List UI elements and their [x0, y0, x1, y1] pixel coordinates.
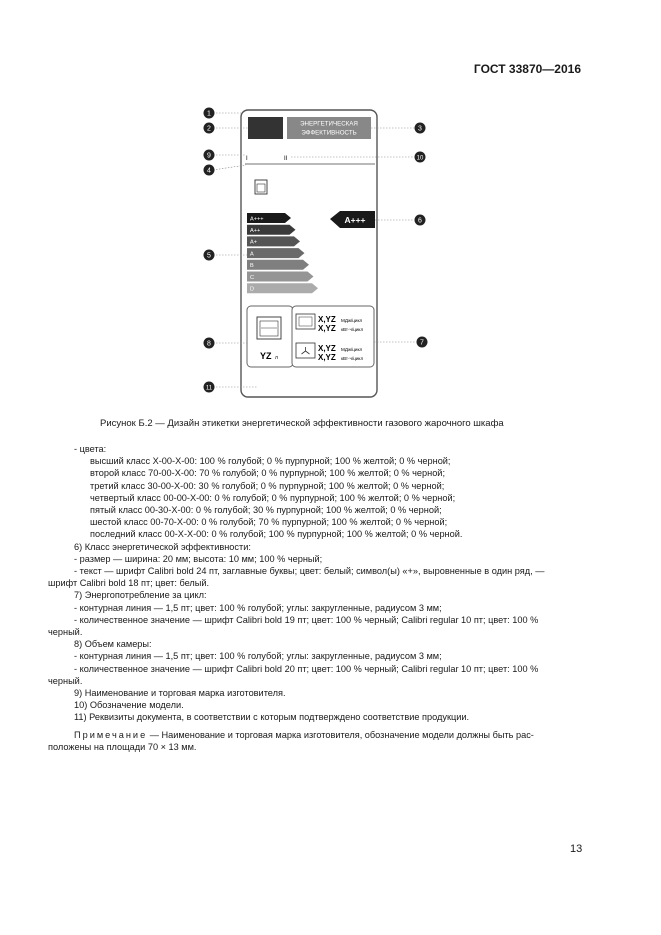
- note-line-a: [48, 729, 583, 741]
- color-line-5: пятый класс 00-30-X-00: 0 % голубой; 30 % пурпурной; 100 % желтой; 0 % черной;: [90, 505, 442, 516]
- document-body: [48, 443, 583, 753]
- svg-text:9: 9: [207, 152, 211, 160]
- color-line-4: четвертый класс 00-00-X-00: 0 % голубой; 0 % пурпурной; 100 % желтой; 0 % черной;: [90, 492, 456, 503]
- item6-size: - размер — ширина: 20 мм; высота: 10 мм; 100 % черный;: [74, 553, 323, 564]
- svg-text:5: 5: [207, 252, 211, 260]
- note-text-b: положены на площади 70 × 13 мм.: [48, 741, 197, 752]
- class-arrow-7: [247, 283, 318, 293]
- svg-text:11: 11: [205, 385, 213, 392]
- standard-number: ГОСТ 33870—2016: [473, 62, 581, 76]
- item7-contour: - контурная линия — 1,5 пт; цвет: 100 % голубой; углы: закругленные, радиусом 3 мм;: [74, 602, 442, 613]
- item8-value-a: - количественное значение — шрифт Calibri bold 20 пт; цвет: 100 % черный; Calibri regular 10 пт; цвет: 100 %: [74, 663, 539, 674]
- item11: 11) Реквизиты документа, в соответствии с которым подтверждено соответствие продукции.: [74, 712, 470, 723]
- consumption-2-unit2: кВт·ч/цикл: [341, 356, 364, 361]
- class-arrow-label-5: B: [250, 263, 254, 270]
- item6-heading: 6) Класс энергетической эффективности:: [74, 541, 251, 552]
- color-line-1: высший класс X-00-X-00: 100 % голубой; 0 % пурпурной; 100 % желтой; 0 % черной;: [90, 456, 451, 467]
- svg-text:6: 6: [418, 217, 422, 225]
- consumption-1-unit1: МДж/цикл: [341, 318, 363, 323]
- class-arrow-label-1: A+++: [250, 216, 264, 223]
- volume-value: YZ: [260, 351, 272, 361]
- mark-ii: II: [284, 156, 288, 162]
- class-arrow-label-4: A: [250, 251, 254, 258]
- label-title-line1: ЭНЕРГЕТИЧЕСКАЯ: [300, 120, 358, 128]
- color-line-6: шестой класс 00-70-X-00: 0 % голубой; 70 % пурпурной; 100 % желтой; 0 % черной;: [90, 517, 448, 528]
- svg-text:10: 10: [416, 155, 424, 162]
- item8-heading: 8) Объем камеры:: [74, 639, 152, 650]
- item9: 9) Наименование и торговая марка изготовителя.: [74, 688, 286, 699]
- item7-value-b: черный.: [48, 627, 83, 638]
- figure-caption: Рисунок Б.2 — Дизайн этикетки энергетической эффективности газового жарочного шкафа: [100, 418, 504, 429]
- note-label: Примечание: [74, 729, 148, 740]
- consumption-1-value2: X,YZ: [318, 324, 336, 333]
- svg-text:4: 4: [207, 167, 211, 175]
- energy-label-diagram: [195, 103, 445, 408]
- item8-value-b: черный.: [48, 675, 83, 686]
- consumption-2-unit1: МДж/цикл: [341, 347, 363, 352]
- class-arrow-5: [247, 260, 309, 270]
- colors-heading: - цвета:: [74, 444, 107, 454]
- item7-heading: 7) Энергопотребление за цикл:: [74, 590, 207, 601]
- color-line-7: последний класс 00-X-X-00: 0 % голубой; 100 % пурпурной; 100 % желтой; 0 % черной.: [90, 529, 463, 540]
- energy-label-figure: [195, 103, 445, 408]
- svg-text:1: 1: [207, 110, 211, 118]
- consumption-1-value1: X,YZ: [318, 315, 336, 324]
- page-number: 13: [570, 843, 583, 855]
- consumption-2-value2: X,YZ: [318, 353, 336, 362]
- class-arrow-6: [247, 272, 314, 282]
- color-line-2: второй класс 70-00-X-00: 70 % голубой; 0 % пурпурной; 100 % желтой; 0 % черной;: [90, 468, 445, 479]
- logo-block: [248, 117, 283, 139]
- color-line-3: третий класс 30-00-X-00: 30 % голубой; 0 % пурпурной; 100 % желтой; 0 % черной;: [90, 480, 445, 491]
- item10: 10) Обозначение модели.: [74, 700, 184, 711]
- class-arrow-label-2: A++: [250, 228, 261, 234]
- note-text-a: — Наименование и торговая марка изготовителя, обозначение модели должны быть рас-: [147, 729, 534, 740]
- mark-i: I: [246, 156, 248, 162]
- consumption-1-unit2: кВт·ч/цикл: [341, 327, 364, 332]
- svg-text:2: 2: [207, 125, 211, 133]
- class-indicator-text: A+++: [344, 215, 366, 225]
- svg-text:8: 8: [207, 340, 211, 348]
- class-arrow-4: [247, 248, 305, 258]
- item6-text-b: шрифт Calibri bold 18 пт; цвет: белый.: [48, 578, 210, 589]
- class-arrow-label-3: A+: [250, 239, 257, 246]
- consumption-2-value1: X,YZ: [318, 344, 336, 353]
- class-arrow-label-7: D: [250, 286, 255, 293]
- item8-contour: - контурная линия — 1,5 пт; цвет: 100 % голубой; углы: закругленные, радиусом 3 мм;: [74, 651, 442, 662]
- label-title-line2: ЭФФЕКТИВНОСТЬ: [301, 129, 357, 137]
- volume-unit: л: [275, 355, 278, 361]
- item7-value-a: - количественное значение — шрифт Calibri bold 19 пт; цвет: 100 % черный; Calibri regular 10 пт; цвет: 100 %: [74, 614, 539, 625]
- item6-text-a: - текст — шрифт Calibri bold 24 пт, заглавные буквы; цвет: белый; символ(ы) «+», выровненные в один ряд, —: [74, 566, 545, 577]
- class-arrow-label-6: C: [250, 274, 255, 281]
- svg-text:3: 3: [418, 125, 422, 133]
- svg-text:7: 7: [420, 339, 424, 347]
